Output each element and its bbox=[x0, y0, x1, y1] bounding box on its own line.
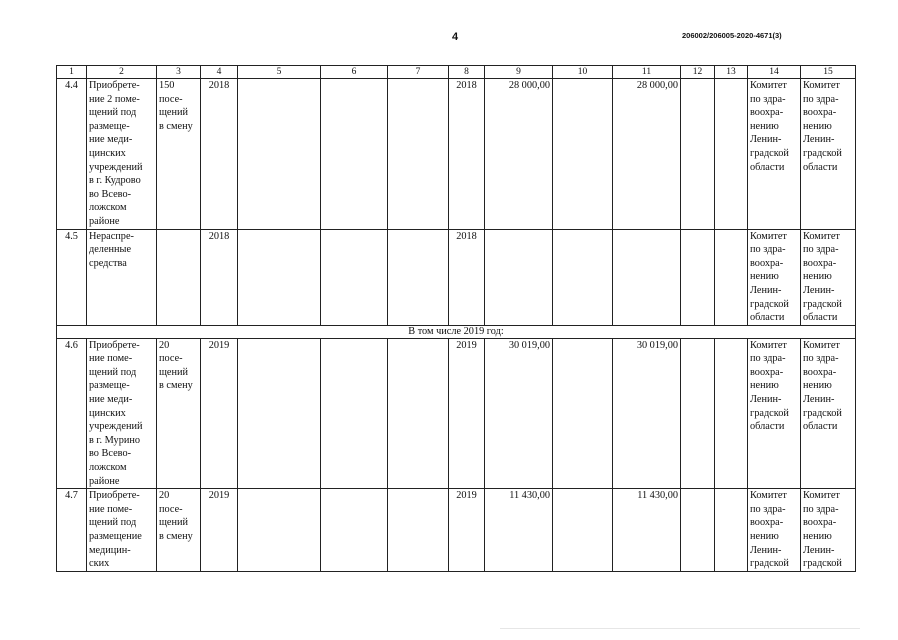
cell-line: деленные bbox=[89, 244, 132, 256]
header-cell: 1 bbox=[57, 66, 87, 79]
cell-line: Комитет bbox=[750, 339, 787, 351]
cell-c11: 30 019,00 bbox=[613, 338, 681, 489]
cell-c11: 28 000,00 bbox=[613, 79, 681, 230]
cell-c12 bbox=[681, 338, 715, 489]
cell-line: Комитет bbox=[803, 80, 840, 91]
header-cell: 2 bbox=[87, 66, 157, 79]
cell-c10 bbox=[553, 229, 613, 325]
cell-line: медицин- bbox=[89, 544, 131, 556]
cell-line: щений bbox=[159, 366, 189, 378]
cell-line: щений под bbox=[89, 107, 137, 119]
cell-c10 bbox=[553, 489, 613, 572]
cell-line: ние меди- bbox=[89, 134, 133, 146]
page-number: 4 bbox=[452, 31, 459, 43]
cell-line: воохра- bbox=[803, 257, 837, 269]
cell-c13 bbox=[715, 338, 748, 489]
cell-line: по здра- bbox=[803, 244, 839, 256]
cell-c12 bbox=[681, 79, 715, 230]
cell-c6 bbox=[321, 338, 388, 489]
cell-c6 bbox=[321, 489, 388, 572]
cell-c2 bbox=[87, 229, 157, 325]
cell-c13 bbox=[715, 489, 748, 572]
cell-c8: 2019 bbox=[449, 338, 485, 489]
cell-line: посе- bbox=[159, 93, 183, 105]
cell-line: по здра- bbox=[803, 93, 839, 105]
header-cell: 12 bbox=[681, 66, 715, 79]
header-cell: 13 bbox=[715, 66, 748, 79]
cell-line: воохра- bbox=[750, 517, 784, 529]
cell-line: Ленин- bbox=[803, 284, 835, 296]
cell-c12 bbox=[681, 229, 715, 325]
cell-c13 bbox=[715, 229, 748, 325]
cell-line: ние меди- bbox=[89, 394, 133, 406]
cell-line: градской bbox=[750, 147, 789, 159]
header-cell: 11 bbox=[613, 66, 681, 79]
cell-line: нению bbox=[803, 380, 832, 392]
cell-c6 bbox=[321, 79, 388, 230]
cell-line: по здра- bbox=[803, 503, 839, 515]
header-row bbox=[57, 66, 856, 79]
cell-c14 bbox=[748, 229, 801, 325]
cell-c3 bbox=[157, 489, 201, 572]
header-cell: 7 bbox=[388, 66, 449, 79]
cell-line: щений bbox=[159, 107, 189, 119]
cell-c9 bbox=[485, 229, 553, 325]
cell-line: нению bbox=[750, 271, 779, 283]
cell-c8: 2018 bbox=[449, 79, 485, 230]
cell-line: ских bbox=[89, 558, 110, 570]
cell-line: Ленин- bbox=[750, 284, 782, 296]
table-row bbox=[57, 229, 856, 325]
cell-c9: 11 430,00 bbox=[485, 489, 553, 572]
cell-line: области bbox=[750, 312, 785, 324]
cell-line: размеще- bbox=[89, 120, 130, 132]
document-id: 206002/206005-2020-4671(3) bbox=[682, 31, 782, 40]
cell-line: цинских bbox=[89, 407, 126, 419]
cell-line: Нераспре- bbox=[89, 230, 134, 242]
cell-line: Комитет bbox=[803, 230, 840, 242]
cell-line: в г. Мурино bbox=[89, 434, 141, 446]
cell-c15 bbox=[801, 489, 856, 572]
cell-line: Комитет bbox=[803, 339, 840, 351]
header-cell: 5 bbox=[238, 66, 321, 79]
cell-line: воохра- bbox=[750, 366, 784, 378]
header-cell: 14 bbox=[748, 66, 801, 79]
cell-line: Ленин- bbox=[750, 544, 782, 556]
cell-c1: 4.5 bbox=[57, 229, 87, 325]
cell-line: Комитет bbox=[750, 490, 787, 502]
cell-line: во Всево- bbox=[89, 448, 132, 460]
cell-c15 bbox=[801, 229, 856, 325]
header-cell: 9 bbox=[485, 66, 553, 79]
cell-c2 bbox=[87, 489, 157, 572]
cell-line: градской bbox=[803, 298, 842, 310]
cell-line: нению bbox=[803, 531, 832, 542]
cell-line: в смену bbox=[159, 380, 193, 392]
cell-line: посе- bbox=[159, 353, 183, 365]
cell-line: градской bbox=[750, 407, 789, 419]
cell-c11: 11 430,00 bbox=[613, 489, 681, 572]
cell-c10 bbox=[553, 79, 613, 230]
cell-line: средства bbox=[89, 257, 127, 269]
cell-line: размещение bbox=[89, 531, 142, 542]
cell-line: области bbox=[803, 421, 838, 433]
cell-c14 bbox=[748, 79, 801, 230]
cell-c4: 2018 bbox=[201, 229, 238, 325]
cell-c14 bbox=[748, 489, 801, 572]
table-row bbox=[57, 79, 856, 230]
cell-line: Комитет bbox=[750, 230, 787, 242]
cell-c1: 4.4 bbox=[57, 79, 87, 230]
cell-line: градской bbox=[750, 558, 789, 570]
table-row bbox=[57, 489, 856, 572]
cell-line: Приобрете- bbox=[89, 339, 140, 351]
cell-line: Ленин- bbox=[803, 394, 835, 406]
cell-c4: 2019 bbox=[201, 489, 238, 572]
cell-line: градской bbox=[803, 147, 842, 159]
cell-line: области bbox=[803, 312, 838, 324]
cell-line: районе bbox=[89, 475, 120, 487]
header-cell: 3 bbox=[157, 66, 201, 79]
cell-c5 bbox=[238, 79, 321, 230]
cell-line: ложском bbox=[89, 462, 127, 474]
cell-c2 bbox=[87, 79, 157, 230]
cell-line: Приобрете- bbox=[89, 80, 140, 91]
cell-c11 bbox=[613, 229, 681, 325]
cell-line: воохра- bbox=[803, 366, 837, 378]
cell-line: воохра- bbox=[803, 107, 837, 119]
section-row bbox=[57, 325, 856, 338]
cell-line: по здра- bbox=[750, 93, 786, 105]
cell-line: Комитет bbox=[750, 80, 787, 91]
cell-line: по здра- bbox=[750, 503, 786, 515]
cell-line: размеще- bbox=[89, 380, 130, 392]
cell-line: ние 2 поме- bbox=[89, 93, 140, 105]
cell-c7 bbox=[388, 229, 449, 325]
cell-c12 bbox=[681, 489, 715, 572]
cell-c7 bbox=[388, 489, 449, 572]
cell-line: нению bbox=[803, 271, 832, 283]
cell-line: щений под bbox=[89, 366, 137, 378]
cell-c5 bbox=[238, 229, 321, 325]
cell-line: по здра- bbox=[750, 244, 786, 256]
header-cell: 15 bbox=[801, 66, 856, 79]
header-cell: 6 bbox=[321, 66, 388, 79]
header-cell: 4 bbox=[201, 66, 238, 79]
cell-c14 bbox=[748, 338, 801, 489]
cell-c3 bbox=[157, 229, 201, 325]
cell-line: в смену bbox=[159, 531, 193, 542]
cell-line: районе bbox=[89, 215, 120, 227]
cell-line: ние поме- bbox=[89, 503, 133, 515]
cell-line: учреждений bbox=[89, 161, 143, 173]
cell-line: 20 bbox=[159, 339, 170, 351]
cell-c3 bbox=[157, 79, 201, 230]
cell-line: нению bbox=[750, 531, 779, 542]
cell-line: области bbox=[750, 161, 785, 173]
cell-line: во Всево- bbox=[89, 188, 132, 200]
section-label: В том числе 2019 год: bbox=[57, 325, 856, 338]
cell-c1: 4.7 bbox=[57, 489, 87, 572]
cell-line: градской bbox=[803, 407, 842, 419]
cell-c2 bbox=[87, 338, 157, 489]
cell-c5 bbox=[238, 338, 321, 489]
cell-line: нению bbox=[750, 380, 779, 392]
cell-line: воохра- bbox=[803, 517, 837, 529]
cell-line: Комитет bbox=[803, 490, 840, 502]
cell-line: Приобрете- bbox=[89, 490, 140, 502]
cell-line: нению bbox=[803, 120, 832, 132]
cell-c9: 30 019,00 bbox=[485, 338, 553, 489]
cell-c4: 2019 bbox=[201, 338, 238, 489]
cell-c10 bbox=[553, 338, 613, 489]
cell-c8: 2019 bbox=[449, 489, 485, 572]
cell-line: градской bbox=[803, 558, 842, 570]
cell-line: Ленин- bbox=[750, 394, 782, 406]
cell-line: ложском bbox=[89, 202, 127, 214]
cell-c3 bbox=[157, 338, 201, 489]
cell-line: ние поме- bbox=[89, 353, 133, 365]
cell-line: нению bbox=[750, 120, 779, 132]
header-cell: 10 bbox=[553, 66, 613, 79]
cell-line: 20 bbox=[159, 490, 170, 502]
cell-line: в г. Кудрово bbox=[89, 175, 141, 187]
cell-c4: 2018 bbox=[201, 79, 238, 230]
cell-line: щений bbox=[159, 517, 189, 529]
cell-line: градской bbox=[750, 298, 789, 310]
cell-c9: 28 000,00 bbox=[485, 79, 553, 230]
table-row bbox=[57, 338, 856, 489]
cell-line: Ленин- bbox=[750, 134, 782, 146]
cell-line: по здра- bbox=[750, 353, 786, 365]
cell-line: посе- bbox=[159, 503, 183, 515]
cell-line: учреждений bbox=[89, 421, 143, 433]
cell-line: Ленин- bbox=[803, 134, 835, 146]
cell-c7 bbox=[388, 338, 449, 489]
cell-line: по здра- bbox=[803, 353, 839, 365]
cell-c1: 4.6 bbox=[57, 338, 87, 489]
cell-line: в смену bbox=[159, 120, 193, 132]
cell-line: области bbox=[750, 421, 785, 433]
cell-line: цинских bbox=[89, 147, 126, 159]
cell-c8: 2018 bbox=[449, 229, 485, 325]
cell-line: щений под bbox=[89, 517, 137, 529]
cell-c5 bbox=[238, 489, 321, 572]
program-table bbox=[56, 65, 856, 572]
cell-line: области bbox=[803, 161, 838, 173]
cell-c6 bbox=[321, 229, 388, 325]
cell-line: 150 bbox=[159, 80, 175, 91]
scan-artifact bbox=[500, 628, 860, 629]
cell-c7 bbox=[388, 79, 449, 230]
header-cell: 8 bbox=[449, 66, 485, 79]
cell-c15 bbox=[801, 338, 856, 489]
cell-c13 bbox=[715, 79, 748, 230]
cell-line: воохра- bbox=[750, 107, 784, 119]
cell-line: Ленин- bbox=[803, 544, 835, 556]
cell-c15 bbox=[801, 79, 856, 230]
cell-line: воохра- bbox=[750, 257, 784, 269]
